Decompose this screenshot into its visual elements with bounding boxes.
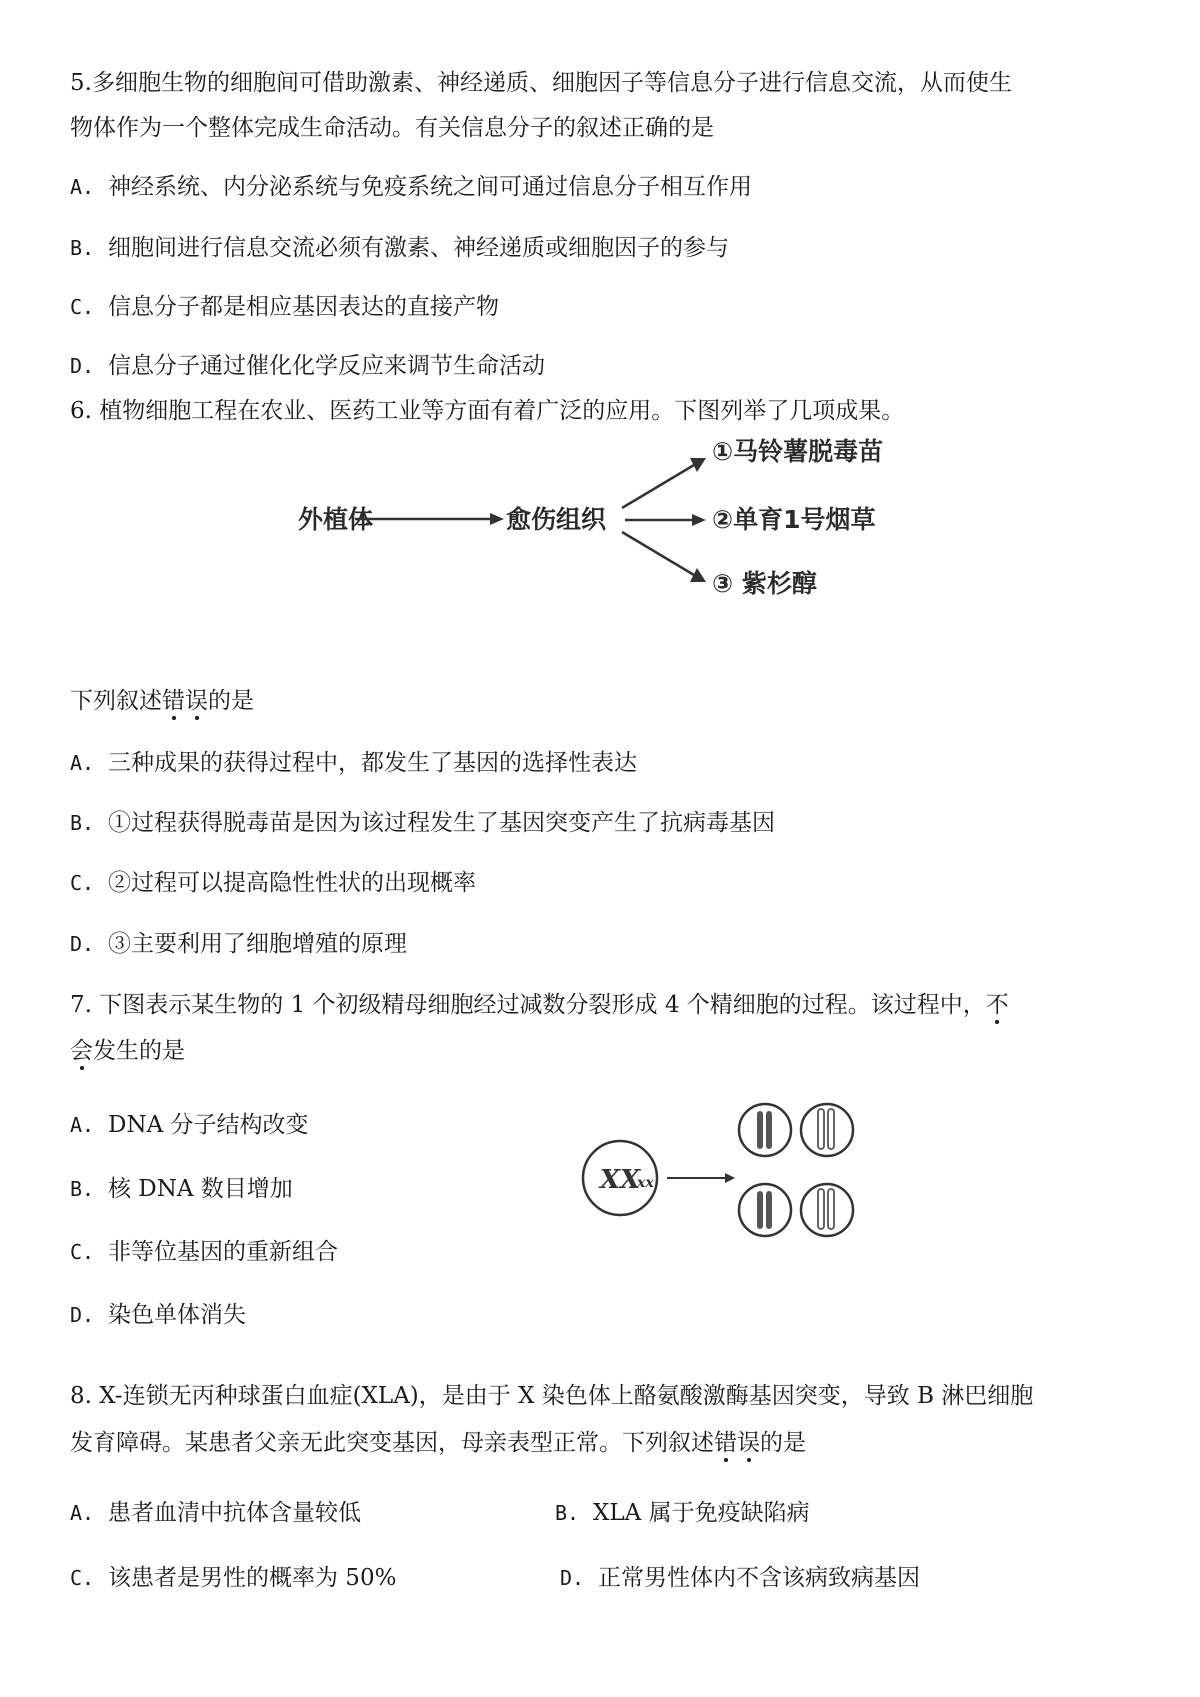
diagram-source-label: 外植体 bbox=[298, 505, 374, 534]
option-text: 核 DNA 数目增加 bbox=[108, 1176, 293, 1202]
q7-stem-line2 bbox=[70, 1036, 185, 1066]
option-text: 该患者是男性的概率为 50% bbox=[108, 1565, 397, 1591]
option-label: B. bbox=[70, 811, 95, 835]
option-text: 正常男性体内不含该病致病基因 bbox=[598, 1565, 920, 1591]
option-text: 神经系统、内分泌系统与免疫系统之间可通过信息分子相互作用 bbox=[108, 174, 752, 200]
option-label: A. bbox=[70, 1113, 95, 1137]
arrow-head-icon bbox=[490, 513, 504, 525]
emphasis-char: 会 bbox=[70, 1038, 93, 1064]
stem-text: 的是 bbox=[760, 1430, 806, 1456]
q5-option-d bbox=[70, 351, 545, 381]
option-text: 患者血清中抗体含量较低 bbox=[108, 1500, 361, 1526]
option-label: C. bbox=[70, 1240, 95, 1264]
emphasis-char: 误 bbox=[737, 1430, 760, 1456]
q7-option-b bbox=[70, 1174, 293, 1204]
option-text: 染色单体消失 bbox=[108, 1302, 246, 1328]
option-text: 信息分子通过催化化学反应来调节生命活动 bbox=[108, 353, 545, 379]
q7-option-d bbox=[70, 1300, 246, 1330]
option-label: B. bbox=[70, 1177, 95, 1201]
primary-spermatocyte-icon bbox=[583, 1141, 657, 1215]
q5-stem-line1: 5.多细胞生物的细胞间可借助激素、神经递质、细胞因子等信息分子进行信息交流，从而使生 bbox=[70, 70, 1012, 96]
option-label: D. bbox=[70, 932, 95, 956]
spermatid-1-icon bbox=[739, 1104, 791, 1156]
q6-option-b bbox=[70, 808, 775, 838]
svg-text:XX: XX bbox=[599, 1165, 641, 1195]
q6-diagram bbox=[0, 420, 1200, 620]
q7-option-c bbox=[70, 1237, 338, 1267]
q8-option-d bbox=[560, 1563, 920, 1593]
emphasis-char: 不 bbox=[985, 992, 1009, 1018]
option-label: A. bbox=[70, 751, 95, 775]
arrow-to-output-3 bbox=[622, 532, 694, 575]
option-label: A. bbox=[70, 175, 95, 199]
q8-stem-line2 bbox=[70, 1428, 806, 1458]
option-label: B. bbox=[555, 1501, 580, 1525]
diagram-middle-label: 愈伤组织 bbox=[506, 505, 607, 534]
option-text: 信息分子都是相应基因表达的直接产物 bbox=[108, 294, 499, 320]
svg-text:xx: xx bbox=[637, 1175, 654, 1191]
q5-option-a bbox=[70, 172, 752, 202]
diagram-output-3: ③ 紫杉醇 bbox=[712, 569, 817, 598]
option-label: C. bbox=[70, 295, 95, 319]
option-text: ①过程获得脱毒苗是因为该过程发生了基因突变产生了抗病毒基因 bbox=[108, 810, 775, 836]
option-label: D. bbox=[560, 1566, 585, 1590]
q8-stem-line1: 8. X-连锁无丙种球蛋白血症(XLA)，是由于 X 染色体上酪氨酸激酶基因突变，导致 B 淋巴细胞 bbox=[70, 1383, 1034, 1409]
meiosis-diagram bbox=[575, 1095, 875, 1265]
option-text: 三种成果的获得过程中，都发生了基因的选择性表达 bbox=[108, 750, 637, 776]
q8-option-b bbox=[555, 1498, 810, 1528]
option-text: ②过程可以提高隐性性状的出现概率 bbox=[108, 870, 476, 896]
q6-stem: 6. 植物细胞工程在农业、医药工业等方面有着广泛的应用。下图列举了几项成果。 bbox=[70, 398, 905, 424]
diagram-output-2: ②单育1号烟草 bbox=[712, 505, 876, 534]
q6-option-c bbox=[70, 868, 476, 898]
arrow-head-icon bbox=[692, 514, 706, 526]
option-label: C. bbox=[70, 1566, 95, 1590]
q7-option-a bbox=[70, 1110, 309, 1140]
stem-text: 发育障碍。某患者父亲无此突变基因，母亲表型正常。下列叙述 bbox=[70, 1430, 714, 1456]
q5-stem-line2: 物体作为一个整体完成生命活动。有关信息分子的叙述正确的是 bbox=[70, 115, 714, 141]
emphasis-char: 错 bbox=[714, 1430, 737, 1456]
q5-option-b bbox=[70, 233, 729, 263]
spermatid-4-icon bbox=[801, 1184, 853, 1236]
emphasis-char: 错 bbox=[162, 688, 185, 714]
arrow-to-output-1 bbox=[622, 465, 694, 508]
option-text: 非等位基因的重新组合 bbox=[108, 1239, 338, 1265]
stem-text: 7. 下图表示某生物的 1 个初级精母细胞经过减数分裂形成 4 个精细胞的过程。该过程中， bbox=[70, 992, 986, 1018]
option-text: DNA 分子结构改变 bbox=[108, 1112, 309, 1138]
q5-option-c bbox=[70, 292, 499, 322]
option-label: D. bbox=[70, 354, 95, 378]
prompt-text: 的是 bbox=[208, 688, 254, 714]
spermatid-3-icon bbox=[739, 1184, 791, 1236]
emphasis-char: 误 bbox=[185, 688, 208, 714]
option-label: D. bbox=[70, 1303, 95, 1327]
arrow-head-icon bbox=[725, 1173, 735, 1183]
option-text: XLA 属于免疫缺陷病 bbox=[593, 1500, 810, 1526]
q6-prompt bbox=[70, 686, 254, 716]
option-text: ③主要利用了细胞增殖的原理 bbox=[108, 931, 407, 957]
option-text: 细胞间进行信息交流必须有激素、神经递质或细胞因子的参与 bbox=[108, 235, 729, 261]
diagram-output-1: ①马铃薯脱毒苗 bbox=[712, 437, 884, 466]
option-label: C. bbox=[70, 871, 95, 895]
prompt-text: 下列叙述 bbox=[70, 688, 162, 714]
option-label: A. bbox=[70, 1501, 95, 1525]
q8-option-a bbox=[70, 1498, 361, 1528]
q8-option-c bbox=[70, 1563, 396, 1593]
spermatid-2-icon bbox=[801, 1104, 853, 1156]
q6-option-d bbox=[70, 929, 407, 959]
option-label: B. bbox=[70, 236, 95, 260]
stem-text: 发生的是 bbox=[93, 1038, 185, 1064]
q7-stem-line1 bbox=[70, 990, 1009, 1020]
q6-option-a bbox=[70, 748, 637, 778]
